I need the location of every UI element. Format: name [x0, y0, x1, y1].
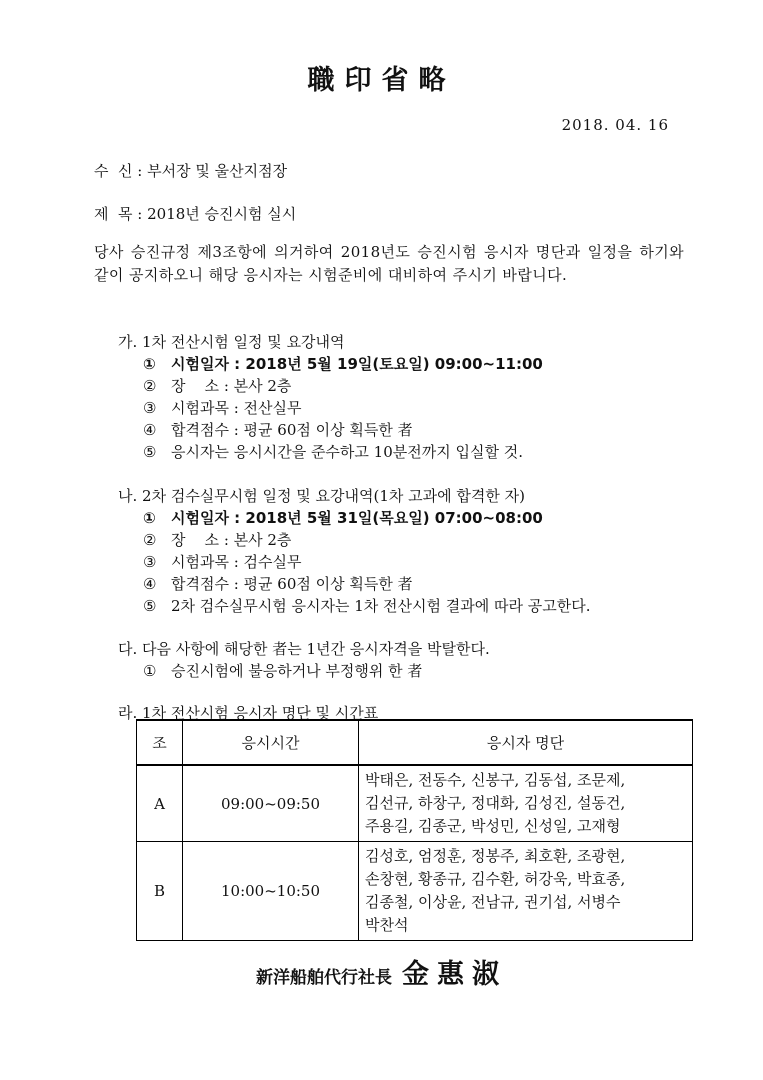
section-na-item-3	[143, 551, 302, 573]
row-time: 10:00~10:50	[183, 842, 359, 941]
section-na-item-1	[143, 507, 543, 529]
names-line: 손창현, 황종규, 김수환, 허강욱, 박효종,	[365, 870, 626, 888]
document-date: 2018. 04. 16	[561, 116, 669, 134]
item-number: ②	[143, 377, 157, 395]
item-number: ①	[143, 355, 156, 373]
item-number: ②	[143, 531, 157, 549]
item-text: 시험과목 : 검수실무	[171, 553, 302, 571]
item-text: 시험일자 : 2018년 5월 19일(토요일) 09:00~11:00	[171, 355, 543, 373]
item-text: 시험일자 : 2018년 5월 31일(목요일) 07:00~08:00	[171, 509, 543, 527]
table-header-row	[137, 720, 693, 765]
body-paragraph: 당사 승진규정 제3조항에 의거하여 2018년도 승진시험 응시자 명단과 일정을 하기와 같이 공지하오니 해당 응시자는 시험준비에 대비하여 주시기 바랍니다.	[94, 243, 684, 284]
signature-company: 新洋船舶代行社長	[256, 968, 392, 988]
section-da-item-1	[143, 660, 422, 682]
item-number: ⑤	[143, 443, 157, 461]
section-na-item-5	[143, 595, 590, 617]
schedule-table	[136, 719, 693, 941]
header-group: 조	[137, 720, 183, 765]
item-text: 장 소 : 본사 2층	[171, 531, 292, 549]
item-text: 장 소 : 본사 2층	[171, 377, 292, 395]
item-text: 시험과목 : 전산실무	[171, 399, 302, 417]
names-line: 박태은, 전동수, 신봉구, 김동섭, 조문제,	[365, 771, 626, 789]
row-group: A	[137, 765, 183, 842]
item-number: ③	[143, 553, 157, 571]
item-number: ③	[143, 399, 157, 417]
signature-name: 金惠淑	[402, 959, 507, 990]
section-ga-item-3	[143, 397, 302, 419]
item-text: 합격점수 : 평균 60점 이상 획득한 者	[171, 575, 413, 593]
row-group: B	[137, 842, 183, 941]
names-line: 김종철, 이상윤, 전남규, 권기섭, 서병수	[365, 893, 621, 911]
section-ga-heading: 가. 1차 전산시험 일정 및 요강내역	[118, 333, 345, 351]
section-ga-item-5	[143, 441, 523, 463]
row-names	[359, 842, 693, 941]
section-ra-heading: 라. 1차 전산시험 응시자 명단 및 시간표	[118, 704, 379, 722]
section-na-heading: 나. 2차 검수실무시험 일정 및 요강내역(1차 고과에 합격한 자)	[118, 487, 525, 505]
subject-label: 제 목 :	[94, 205, 143, 223]
table-row	[137, 765, 693, 842]
item-number: ④	[143, 421, 157, 439]
item-text: 2차 검수실무시험 응시자는 1차 전산시험 결과에 따라 공고한다.	[171, 597, 591, 615]
item-text: 승진시험에 불응하거나 부정행위 한 者	[171, 662, 423, 680]
section-na-item-4	[143, 573, 413, 595]
section-ga-item-2	[143, 375, 291, 397]
item-number: ①	[143, 662, 157, 680]
item-number: ⑤	[143, 597, 157, 615]
header-time: 응시시간	[183, 720, 359, 765]
section-ga-item-1	[143, 353, 543, 375]
names-line: 김성호, 엄정훈, 정봉주, 최호환, 조광현,	[365, 847, 626, 865]
subject-line	[94, 203, 296, 224]
section-na-item-2	[143, 529, 291, 551]
header-names: 응시자 명단	[359, 720, 693, 765]
names-line: 박찬석	[365, 916, 409, 934]
recipient-line	[94, 160, 287, 181]
row-names	[359, 765, 693, 842]
document-title: 職印省略	[307, 65, 456, 96]
signature-block	[0, 952, 763, 991]
recipient-value: 부서장 및 울산지점장	[147, 162, 288, 180]
subject-value: 2018년 승진시험 실시	[147, 205, 297, 223]
section-ga-item-4	[143, 419, 413, 441]
item-number: ①	[143, 509, 156, 527]
table-row	[137, 842, 693, 941]
item-text: 합격점수 : 평균 60점 이상 획득한 者	[171, 421, 413, 439]
item-text: 응시자는 응시시간을 준수하고 10분전까지 입실할 것.	[171, 443, 523, 461]
section-da-heading: 다. 다음 사항에 해당한 者는 1년간 응시자격을 박탈한다.	[118, 640, 490, 658]
names-line: 주용길, 김종군, 박성민, 신성일, 고재형	[365, 817, 621, 835]
recipient-label: 수 신 :	[94, 162, 143, 180]
item-number: ④	[143, 575, 157, 593]
row-time: 09:00~09:50	[183, 765, 359, 842]
names-line: 김선규, 하창구, 정대화, 김성진, 설동건,	[365, 794, 626, 812]
